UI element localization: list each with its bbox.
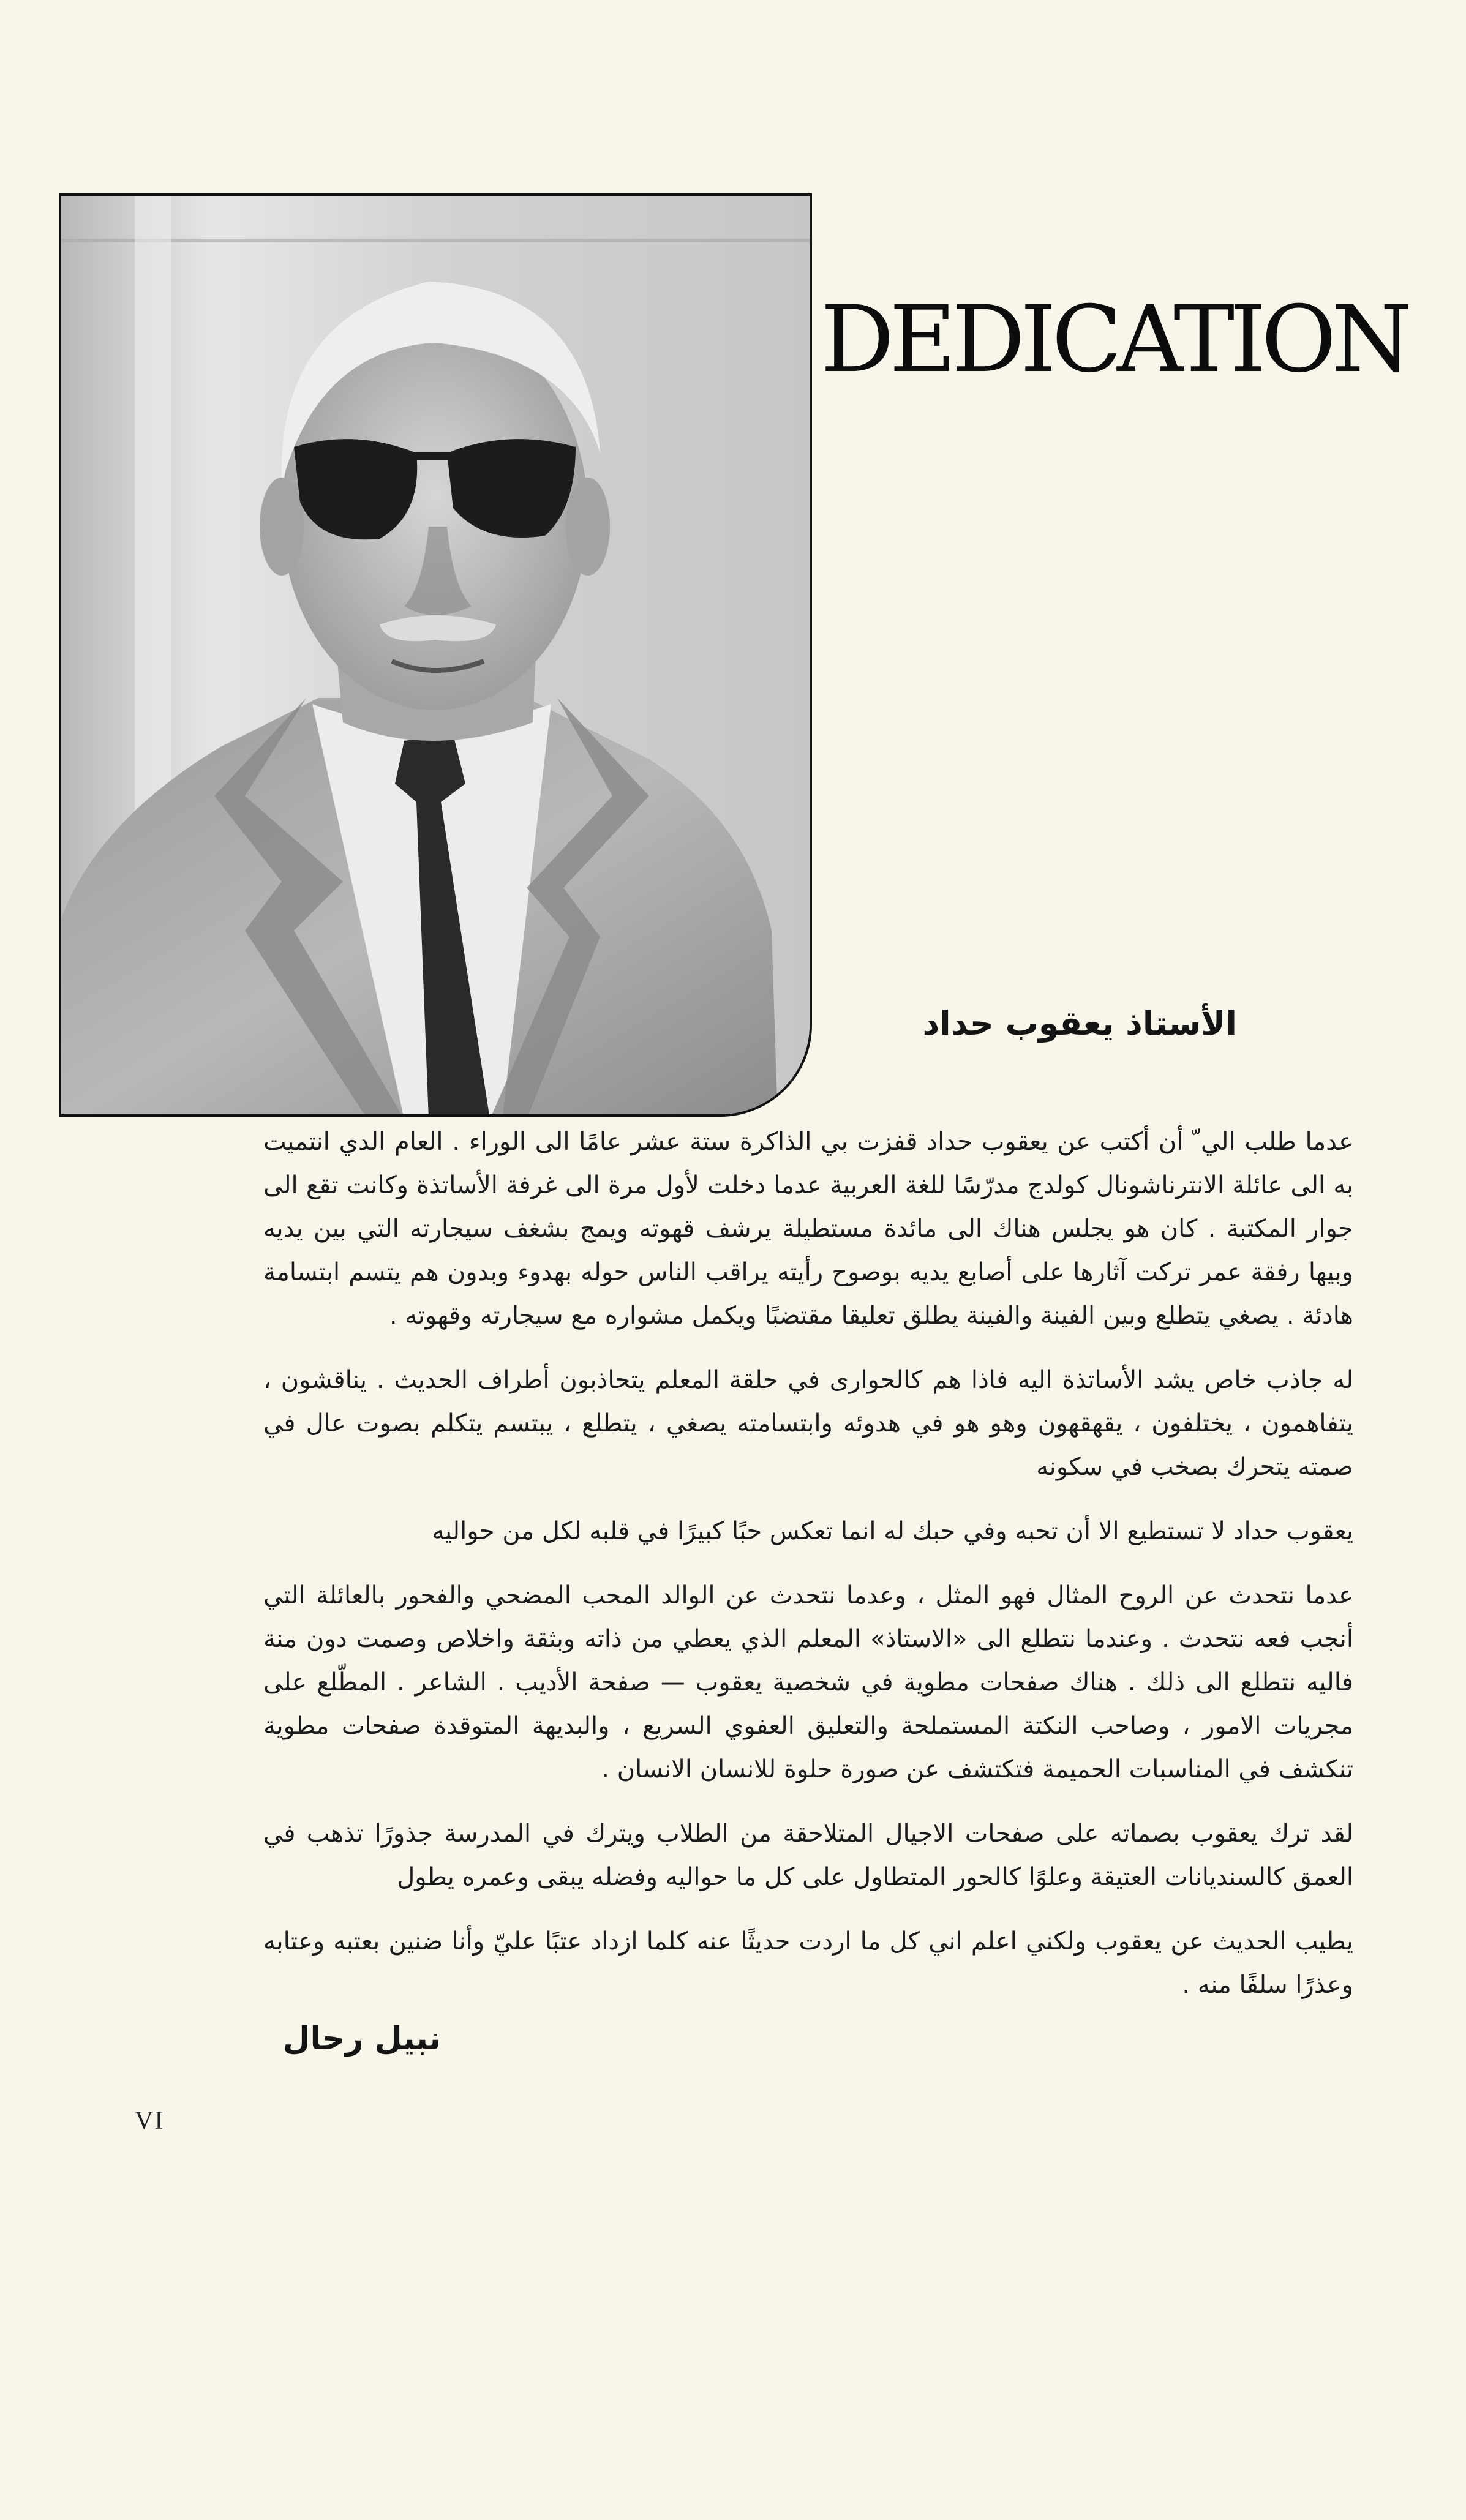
paragraph: عدما نتحدث عن الروح المثال فهو المثل ، وعدما نتحدث عن الوالد المحب المضحي والفحور بالعائلة التي أنجب فعه نتحدث . وعندما نتطلع الى «الاستاذ» المعلم الذي يعطي من ذاته وبثقة واخلاص وصمت دون منة فاليه نتطلع الى ذلك . هناك صفحات مطوية في شخصية يعقوب — صفحة الأديب . الشاعر . المطّلع على مجريات الامور ، وصاحب النكتة المستملحة والتعليق العفوي السريع ، والبديهة المتوقدة صفحات مطوية تنكشف في المناسبات الحميمة فتكتشف عن صورة حلوة للانسان الانسان . — [263, 1581, 1353, 1783]
subject-name-caption: الأستاذ يعقوب حداد — [922, 1004, 1237, 1043]
paragraph: لقد ترك يعقوب بصماته على صفحات الاجيال المتلاحقة من الطلاب ويترك في المدرسة جذورًا تذهب في العمق كالسنديانات العتيقة وعلوًا كالحور المتطاول على كل ما حواليه وفضله يبقى وعمره يطول — [263, 1820, 1353, 1891]
portrait-illustration — [61, 196, 812, 1117]
dedication-body — [263, 1120, 1353, 2028]
page-title: DEDICATION — [821, 287, 1407, 393]
paragraph: يعقوب حداد لا تستطيع الا أن تحبه وفي حبك له انما تعكس حبًا كبيرًا في قلبه لكل من حواليه — [432, 1517, 1353, 1545]
paragraph: يطيب الحديث عن يعقوب ولكني اعلم اني كل ما اردت حديثًا عنه كلما ازداد عتبًا عليّ وأنا ضنين بعتبه وعتابه وعذرًا سلفًا منه . — [263, 1927, 1353, 1999]
paragraph: له جاذب خاص يشد الأساتذة اليه فاذا هم كالحوارى في حلقة المعلم يتحاذبون أطراف الحديث . يناقشون ، يتفاهمون ، يختلفون ، يقهقهون وهو هو في هدوئه وابتسامته يصغي ، يتطلع ، يبتسم يتكلم بصوت عال في صمته يتحرك بصخب في سكونه — [263, 1366, 1353, 1481]
author-signature: نبيل رحال — [282, 2020, 441, 2057]
portrait-photo — [59, 193, 812, 1117]
page-number: VI — [135, 2107, 165, 2135]
paragraph: عدما طلب الي ّ أن أكتب عن يعقوب حداد قفزت بي الذاكرة ستة عشر عامًا الى الوراء . العام الدي انتميت به الى عائلة الانترناشونال كولدج مدرّسًا للغة العربية عدما دخلت لأول مرة الى غرفة الأساتذة وكانت تقع الى جوار المكتبة . كان هو يجلس هناك الى مائدة مستطيلة يرشف قهوته ويمج بشغف سيجارته التي بين يديه وبيها رفقة عمر تركت آثارها على أصابع يديه بوصوح رأيته يراقب الناس حوله بهدوء وبدون هم يتسم ابتسامة هادئة . يصغي يتطلع وبين الفينة والفينة يطلق تعليقا مقتضبًا ويكمل مشواره مع سيجارته وقهوته . — [263, 1128, 1353, 1330]
